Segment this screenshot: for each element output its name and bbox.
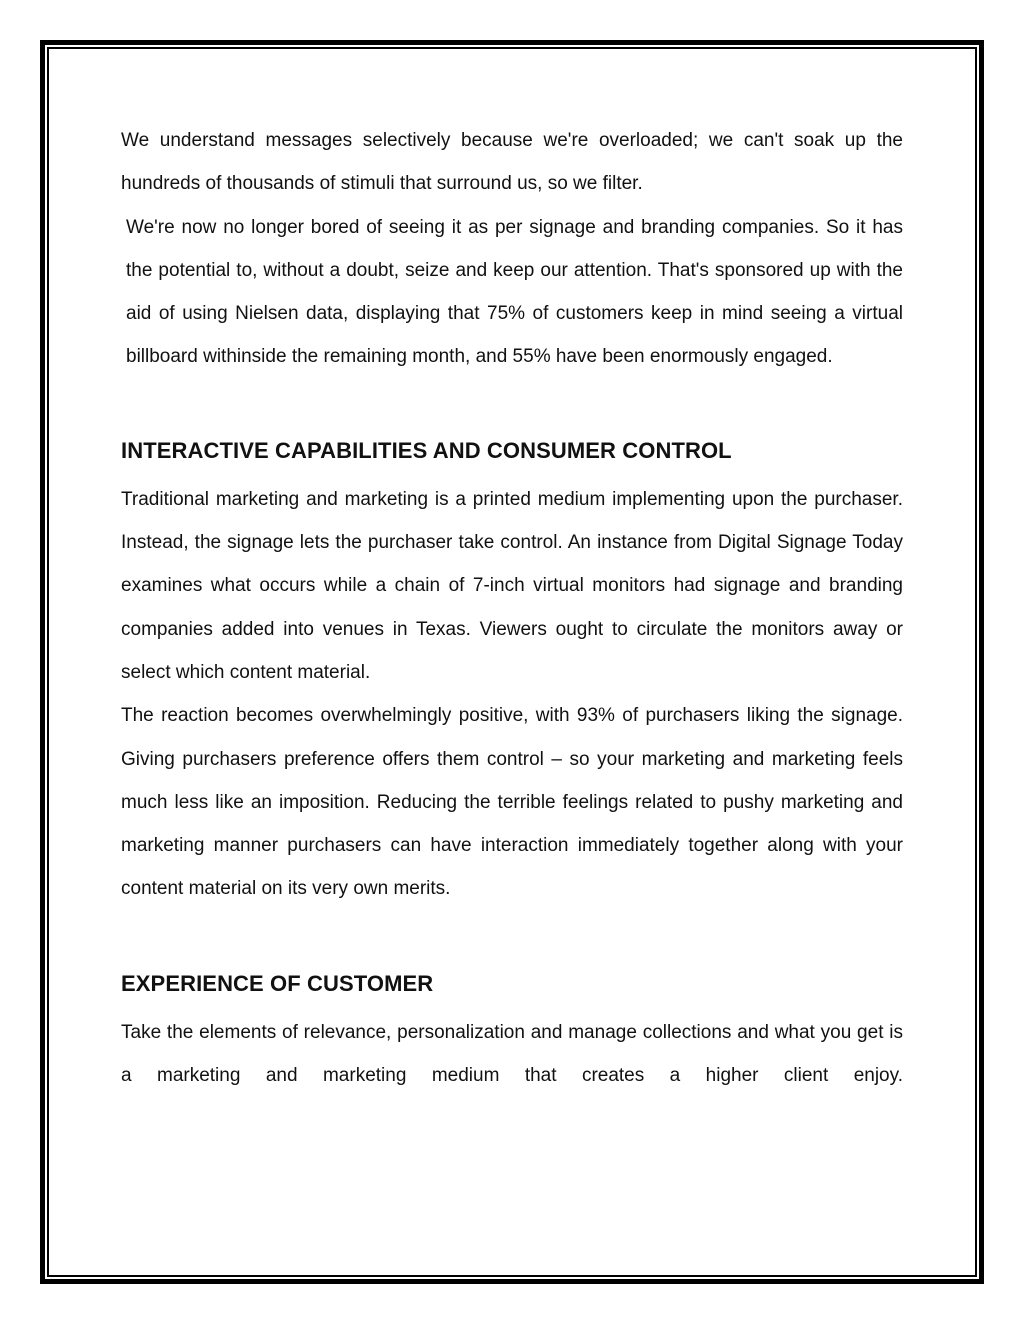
section-spacer bbox=[121, 911, 903, 969]
document-content bbox=[121, 119, 903, 1097]
paragraph-section2-1: Take the elements of relevance, personalization and manage collections and what you get is a marketing and marketing medium that creates a higher client enjoy. bbox=[121, 1021, 903, 1087]
paragraph-intro-1: We understand messages selectively because we're overloaded; we can't soak up the hundreds of thousands of stimuli that surround us, so we filter. bbox=[121, 130, 903, 195]
heading-spacer bbox=[121, 999, 903, 1011]
section-heading-experience-of-customer: EXPERIENCE OF CUSTOMER bbox=[121, 970, 434, 996]
section-spacer bbox=[121, 379, 903, 436]
section-heading-interactive-capabilities: INTERACTIVE CAPABILITIES AND CONSUMER CONTROL bbox=[121, 437, 732, 463]
heading-spacer bbox=[121, 466, 903, 478]
paragraph-intro-2: We're now no longer bored of seeing it as per signage and branding companies. So it has the potential to, without a doubt, seize and keep our attention. That's sponsored up with the aid of using Nielsen data, displaying that 75% of customers keep in mind seeing a virtual billboard withinside the remaining month, and 55% have been enormously engaged. bbox=[126, 216, 903, 368]
paragraph-section1-1: Traditional marketing and marketing is a printed medium implementing upon the purchaser. Instead, the signage lets the purchaser take control. An instance from Digital Signage Today examines what occurs while a chain of 7-inch virtual monitors had signage and branding companies added into venues in Texas. Viewers ought to circulate the monitors away or select which content material. bbox=[121, 488, 903, 683]
paragraph-section1-2: The reaction becomes overwhelmingly positive, with 93% of purchasers liking the signage. Giving purchasers preference offers them control – so your marketing and marketing feels much less like an imposition. Reducing the terrible feelings related to pushy marketing and marketing manner purchasers can have interaction immediately together along with your content material on its very own merits. bbox=[121, 705, 903, 900]
